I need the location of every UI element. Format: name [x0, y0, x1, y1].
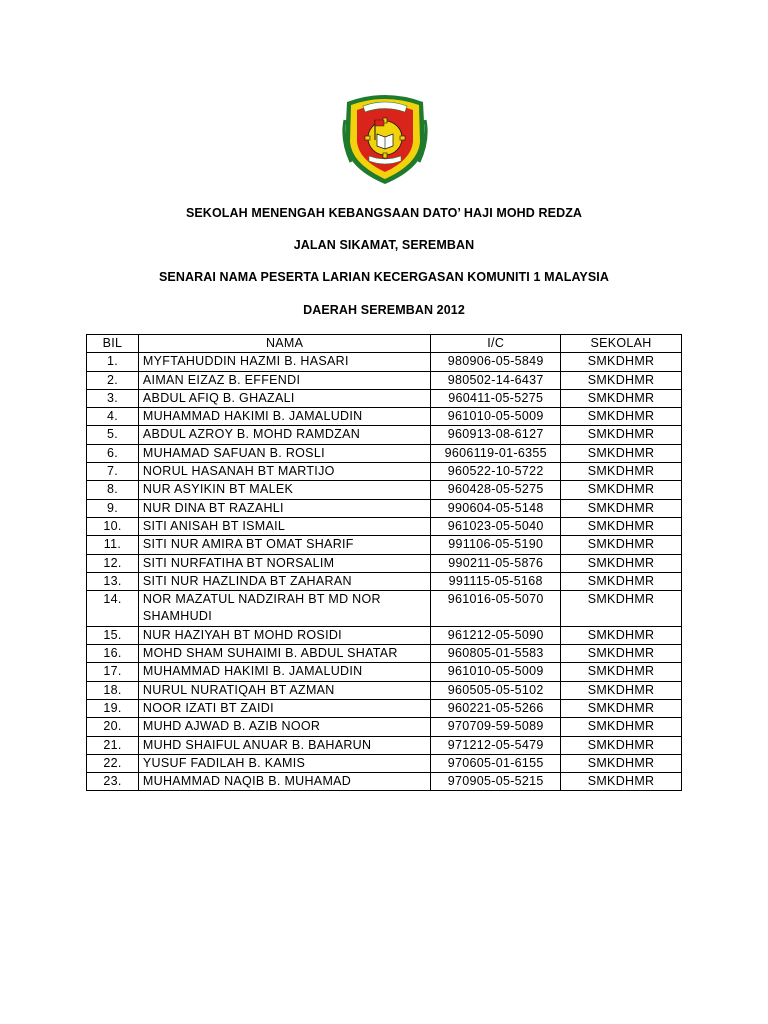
school-code-cell: SMKDHMR	[561, 444, 682, 462]
column-header-sekolah: SEKOLAH	[561, 335, 682, 353]
ic-number-cell: 970905-05-5215	[431, 773, 561, 791]
row-number-cell: 23.	[87, 773, 139, 791]
ic-number-cell: 961016-05-5070	[431, 591, 561, 627]
row-number-cell: 17.	[87, 663, 139, 681]
name-cell: NURUL NURATIQAH BT AZMAN	[138, 681, 430, 699]
table-row	[87, 718, 682, 736]
ic-number-cell: 960411-05-5275	[431, 389, 561, 407]
school-code-cell: SMKDHMR	[561, 773, 682, 791]
name-cell: MUHAMAD SAFUAN B. ROSLI	[138, 444, 430, 462]
table-row	[87, 626, 682, 644]
table-row	[87, 572, 682, 590]
school-code-cell: SMKDHMR	[561, 554, 682, 572]
name-cell: MUHD AJWAD B. AZIB NOOR	[138, 718, 430, 736]
school-code-cell: SMKDHMR	[561, 681, 682, 699]
ic-number-cell: 960522-10-5722	[431, 463, 561, 481]
row-number-cell: 1.	[87, 353, 139, 371]
row-number-cell: 8.	[87, 481, 139, 499]
school-name-heading: SEKOLAH MENENGAH KEBANGSAAN DATO’ HAJI MOHD REDZA	[185, 206, 583, 220]
ic-number-cell: 960913-08-6127	[431, 426, 561, 444]
table-row	[87, 645, 682, 663]
name-cell: YUSUF FADILAH B. KAMIS	[138, 754, 430, 772]
school-code-cell: SMKDHMR	[561, 536, 682, 554]
column-header-ic: I/C	[431, 335, 561, 353]
school-code-cell: SMKDHMR	[561, 591, 682, 627]
ic-number-cell: 971212-05-5479	[431, 736, 561, 754]
school-code-cell: SMKDHMR	[561, 663, 682, 681]
ic-number-cell: 990604-05-5148	[431, 499, 561, 517]
name-cell: NOOR IZATI BT ZAIDI	[138, 699, 430, 717]
school-code-cell: SMKDHMR	[561, 736, 682, 754]
school-code-cell: SMKDHMR	[561, 645, 682, 663]
school-code-cell: SMKDHMR	[561, 572, 682, 590]
school-code-cell: SMKDHMR	[561, 371, 682, 389]
school-code-cell: SMKDHMR	[561, 718, 682, 736]
row-number-cell: 13.	[87, 572, 139, 590]
name-cell: MUHD SHAIFUL ANUAR B. BAHARUN	[138, 736, 430, 754]
ic-number-cell: 970605-01-6155	[431, 754, 561, 772]
school-code-cell: SMKDHMR	[561, 389, 682, 407]
table-row	[87, 591, 682, 627]
name-cell: NORUL HASANAH BT MARTIJO	[138, 463, 430, 481]
school-code-cell: SMKDHMR	[561, 499, 682, 517]
ic-number-cell: 961023-05-5040	[431, 517, 561, 535]
column-header-bil: BIL	[87, 335, 139, 353]
name-cell: MUHAMMAD NAQIB B. MUHAMAD	[138, 773, 430, 791]
row-number-cell: 9.	[87, 499, 139, 517]
participant-table	[86, 334, 682, 791]
ic-number-cell: 980502-14-6437	[431, 371, 561, 389]
school-code-cell: SMKDHMR	[561, 481, 682, 499]
row-number-cell: 21.	[87, 736, 139, 754]
row-number-cell: 20.	[87, 718, 139, 736]
ic-number-cell: 961010-05-5009	[431, 663, 561, 681]
table-row	[87, 408, 682, 426]
table-row	[87, 463, 682, 481]
table-row	[87, 699, 682, 717]
ic-number-cell: 991106-05-5190	[431, 536, 561, 554]
name-cell: SITI NUR AMIRA BT OMAT SHARIF	[138, 536, 430, 554]
name-cell: NUR DINA BT RAZAHLI	[138, 499, 430, 517]
address-heading: JALAN SIKAMAT, SEREMBAN	[293, 238, 475, 252]
ic-number-cell: 961212-05-5090	[431, 626, 561, 644]
name-cell: SITI NURFATIHA BT NORSALIM	[138, 554, 430, 572]
table-row	[87, 481, 682, 499]
table-header-row	[87, 335, 682, 353]
table-row	[87, 736, 682, 754]
ic-number-cell: 960428-05-5275	[431, 481, 561, 499]
school-crest-logo	[341, 90, 429, 186]
name-cell: SITI ANISAH BT ISMAIL	[138, 517, 430, 535]
name-cell: ABDUL AZROY B. MOHD RAMDZAN	[138, 426, 430, 444]
name-cell: NOR MAZATUL NADZIRAH BT MD NOR SHAMHUDI	[138, 591, 430, 627]
list-title-heading: SENARAI NAMA PESERTA LARIAN KECERGASAN KOMUNITI 1 MALAYSIA	[158, 270, 610, 284]
ic-number-cell: 990211-05-5876	[431, 554, 561, 572]
ic-number-cell: 980906-05-5849	[431, 353, 561, 371]
name-cell: MUHAMMAD HAKIMI B. JAMALUDIN	[138, 408, 430, 426]
table-row	[87, 371, 682, 389]
row-number-cell: 10.	[87, 517, 139, 535]
school-code-cell: SMKDHMR	[561, 699, 682, 717]
table-row	[87, 773, 682, 791]
school-code-cell: SMKDHMR	[561, 517, 682, 535]
school-code-cell: SMKDHMR	[561, 408, 682, 426]
name-cell: SITI NUR HAZLINDA BT ZAHARAN	[138, 572, 430, 590]
row-number-cell: 12.	[87, 554, 139, 572]
school-code-cell: SMKDHMR	[561, 754, 682, 772]
table-row	[87, 353, 682, 371]
table-row	[87, 554, 682, 572]
school-code-cell: SMKDHMR	[561, 626, 682, 644]
row-number-cell: 7.	[87, 463, 139, 481]
district-year-heading: DAERAH SEREMBAN 2012	[303, 303, 465, 317]
name-cell: AIMAN EIZAZ B. EFFENDI	[138, 371, 430, 389]
ic-number-cell: 960221-05-5266	[431, 699, 561, 717]
name-cell: MUHAMMAD HAKIMI B. JAMALUDIN	[138, 663, 430, 681]
row-number-cell: 11.	[87, 536, 139, 554]
table-row	[87, 444, 682, 462]
row-number-cell: 2.	[87, 371, 139, 389]
name-cell: ABDUL AFIQ B. GHAZALI	[138, 389, 430, 407]
school-code-cell: SMKDHMR	[561, 463, 682, 481]
ic-number-cell: 970709-59-5089	[431, 718, 561, 736]
table-row	[87, 426, 682, 444]
row-number-cell: 14.	[87, 591, 139, 627]
ic-number-cell: 9606119-01-6355	[431, 444, 561, 462]
row-number-cell: 18.	[87, 681, 139, 699]
row-number-cell: 15.	[87, 626, 139, 644]
table-row	[87, 754, 682, 772]
row-number-cell: 6.	[87, 444, 139, 462]
table-row	[87, 536, 682, 554]
row-number-cell: 22.	[87, 754, 139, 772]
table-row	[87, 517, 682, 535]
ic-number-cell: 961010-05-5009	[431, 408, 561, 426]
name-cell: NUR HAZIYAH BT MOHD ROSIDI	[138, 626, 430, 644]
ic-number-cell: 991115-05-5168	[431, 572, 561, 590]
name-cell: NUR ASYIKIN BT MALEK	[138, 481, 430, 499]
ic-number-cell: 960505-05-5102	[431, 681, 561, 699]
row-number-cell: 4.	[87, 408, 139, 426]
row-number-cell: 19.	[87, 699, 139, 717]
row-number-cell: 3.	[87, 389, 139, 407]
column-header-nama: NAMA	[138, 335, 430, 353]
table-row	[87, 663, 682, 681]
table-row	[87, 389, 682, 407]
school-code-cell: SMKDHMR	[561, 353, 682, 371]
table-row	[87, 499, 682, 517]
table-row	[87, 681, 682, 699]
ic-number-cell: 960805-01-5583	[431, 645, 561, 663]
name-cell: MOHD SHAM SUHAIMI B. ABDUL SHATAR	[138, 645, 430, 663]
name-cell: MYFTAHUDDIN HAZMI B. HASARI	[138, 353, 430, 371]
row-number-cell: 5.	[87, 426, 139, 444]
school-code-cell: SMKDHMR	[561, 426, 682, 444]
row-number-cell: 16.	[87, 645, 139, 663]
